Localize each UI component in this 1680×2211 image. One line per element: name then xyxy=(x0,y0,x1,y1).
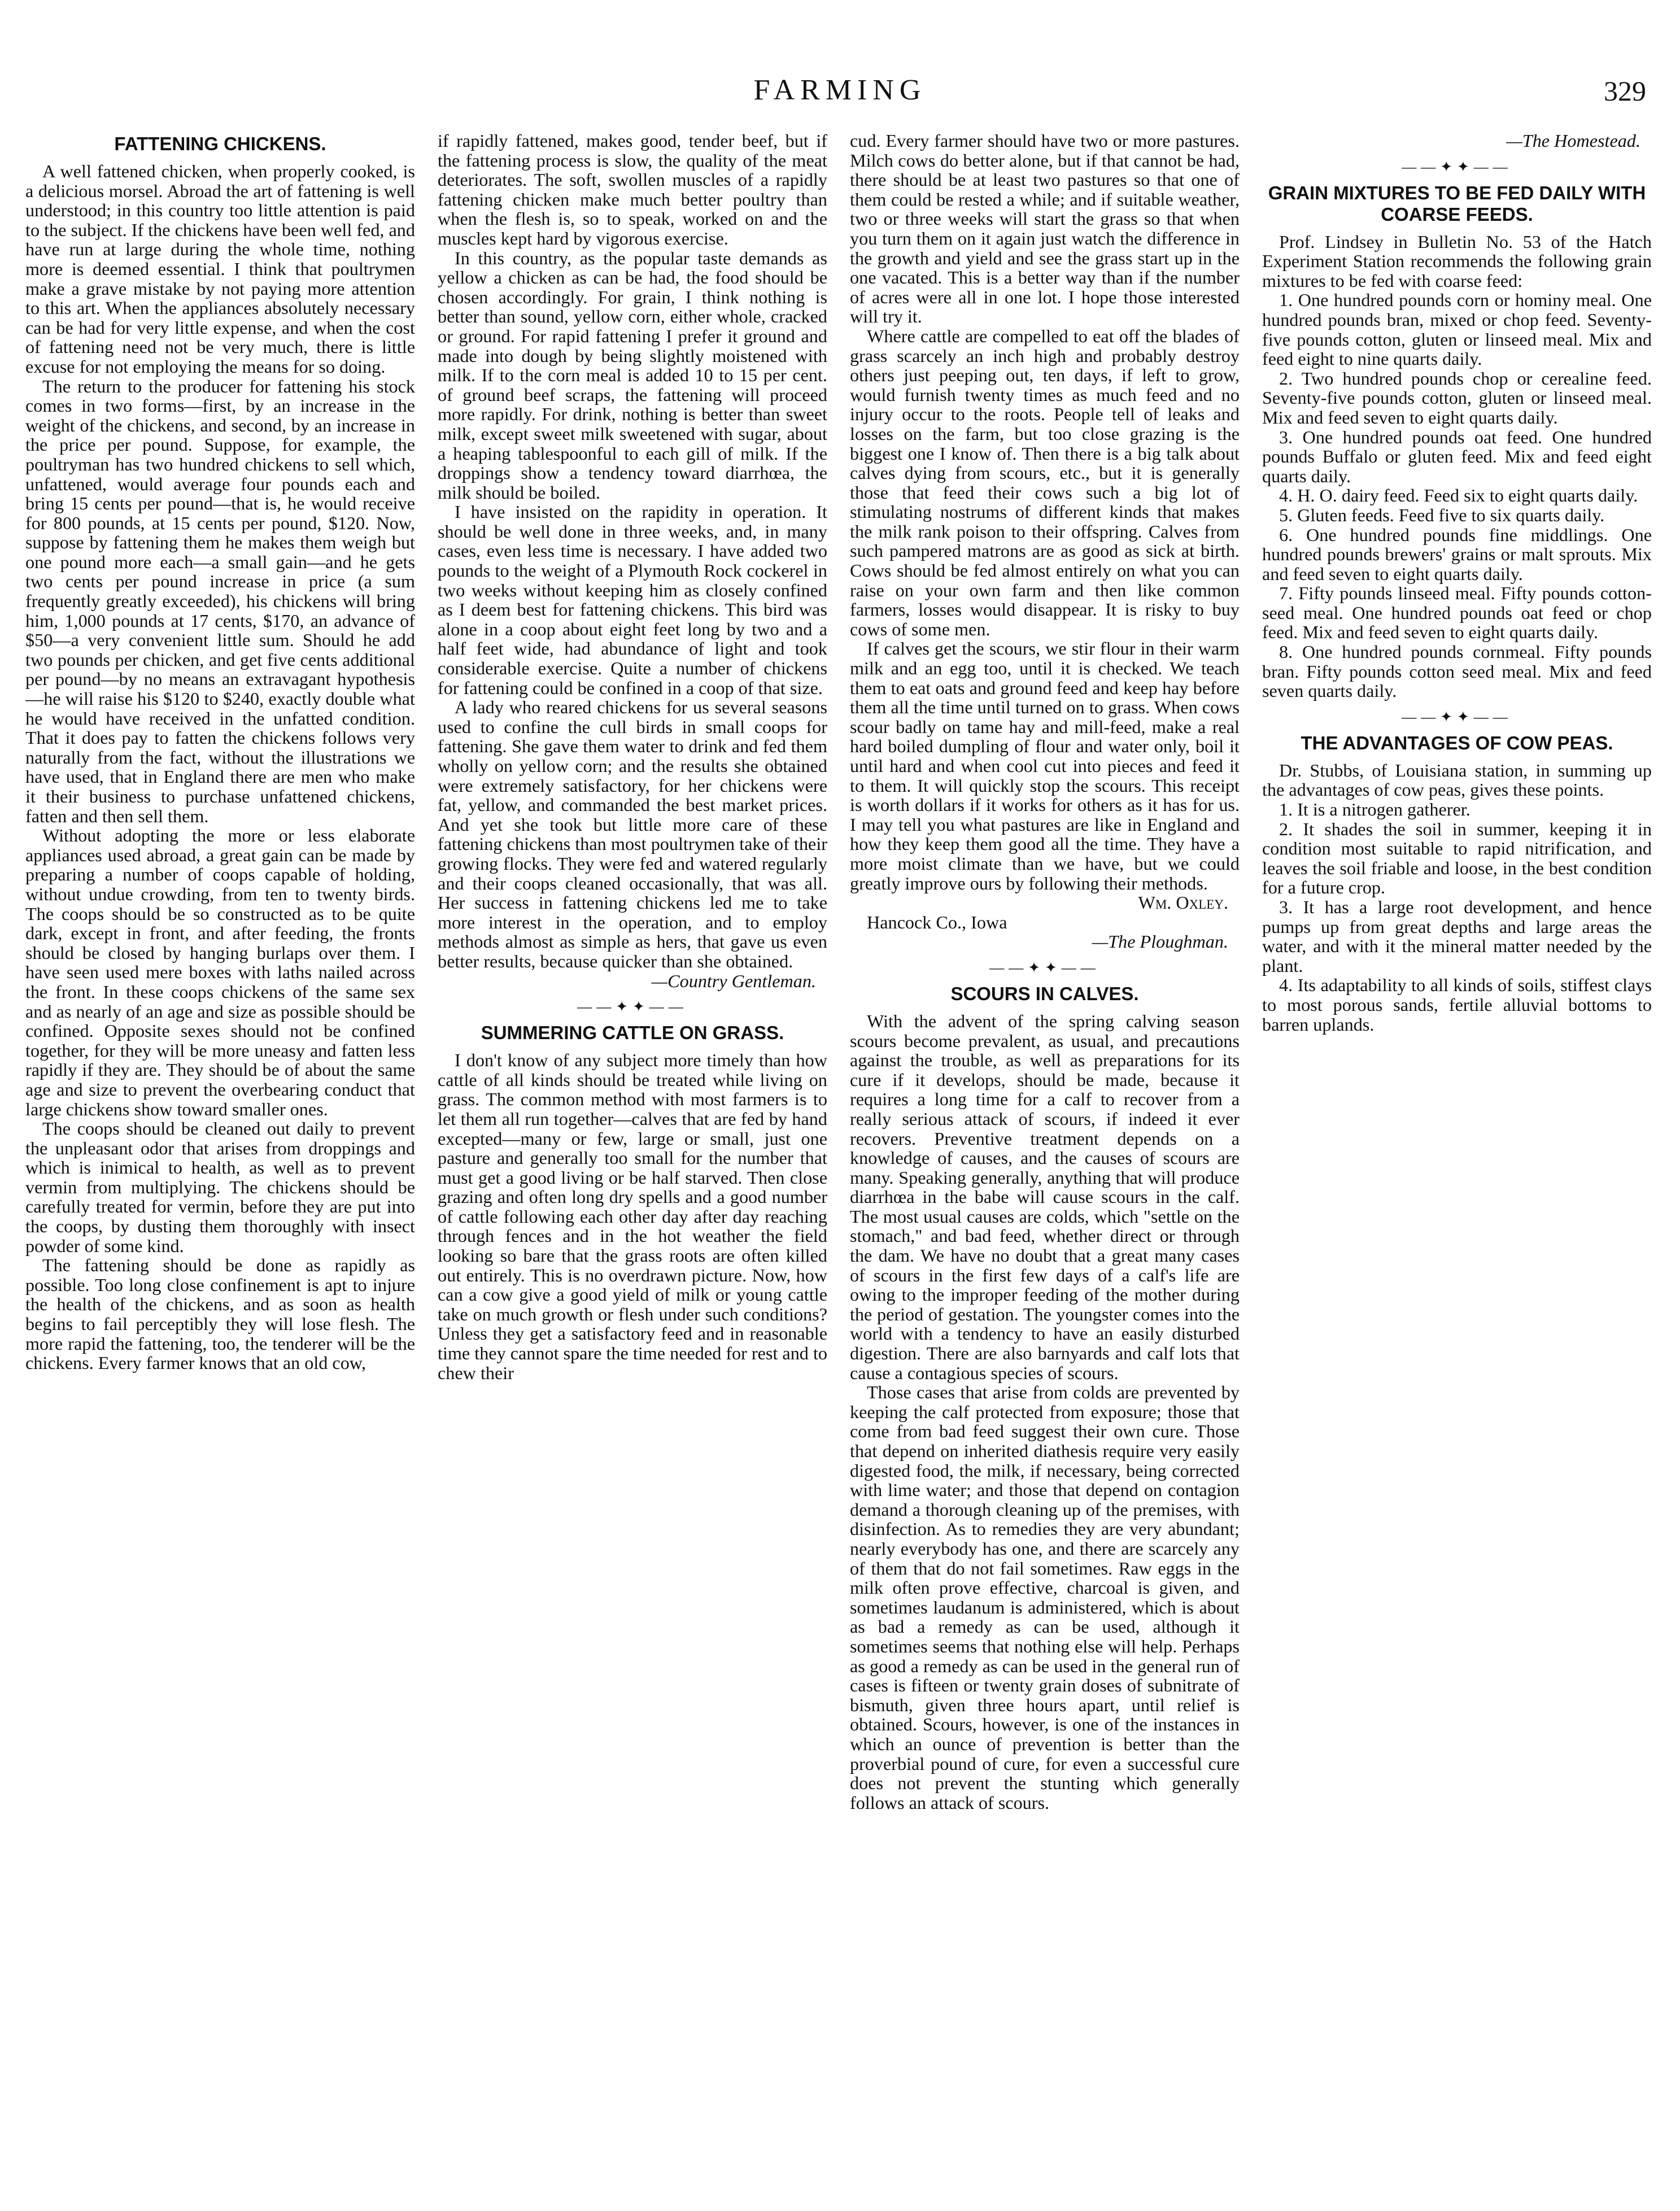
paragraph: In this country, as the popular taste demands as yellow a chicken as can be had, the food should be chosen accordingly. For grain, I think nothing is better than sound, yellow corn, either whole, cracked or ground. For rapid fattening I prefer it ground and made into dough by being slightly moistened with milk. If to the corn meal is added 10 to 15 per cent. of ground beef scraps, the fattening will proceed more rapidly. For drink, nothing is better than sweet milk, except sweet milk sweetened with sugar, about a heaping tablespoonful to each gill of milk. If the droppings show a tendency toward diarrhœa, the milk should be boiled. xyxy=(438,247,827,503)
paragraph: I don't know of any subject more timely than how cattle of all kinds should be treated while living on grass. The common method with most farmers is to let them all run together—calves that are fed by hand excepted—many or few, large or small, just one pasture and generally too small for the number that must get a good living or be half starved. Then close grazing and often long dry spells and a good number of cattle following each other day after day reaching through fences and in the hot weather the field looking so bare that the grass roots are often killed out entirely. This is no overdrawn picture. Now, how can a cow give a good yield of milk or young cattle take on much growth or flesh under such conditions? Unless they get a satisfactory feed and in reasonable time they cannot spare the time needed for rest and to chew their xyxy=(438,1050,827,1383)
article-title-scours-in-calves: SCOURS IN CALVES. xyxy=(950,983,1139,1004)
page-number: 329 xyxy=(1604,75,1646,107)
article-title-summering-cattle: SUMMERING CATTLE ON GRASS. xyxy=(481,1022,784,1044)
list-item: 2. Two hundred pounds chop or cerealine feed. Seventy-five pounds cotton, gluten or linseed meal. Mix and feed seven to eight quarts daily. xyxy=(1262,368,1652,428)
paragraph: The return to the producer for fattening his stock comes in two forms—first, by an increase in the weight of the chickens, and second, by an increase in the price per pound. Suppose, for example, the poultryman has two hundred chickens to sell which, unfattened, would average four pounds each and bring 15 cents per pound—that is, he would receive for 800 pounds, at 15 cents per pound, $120. Now, suppose by fattening them he makes them weigh but one pound more each—a small gain—and he gets two cents per pound increase in price (a sum frequently greatly exceeded), his chickens will bring him, 1,000 pounds at 17 cents, $170, an advance of $50—a very convenient little sum. Should he add two pounds per chicken, and get five cents additional per pound—by no means an extravagant hypothesis—he will raise his $120 to $240, exactly double what he would have received in the unfatted condition. That it does pay to fatten the chickens follows very naturally from the fact, without the illustrations we have used, that in England there are men who make it their business to purchase unfattened chickens, fatten and then sell them. xyxy=(25,376,415,826)
paragraph: If calves get the scours, we stir flour in their warm milk and an egg too, until it is checked. We teach them to eat oats and ground feed and keep hay before them all the time until turned on to grass. When cows scour badly on tame hay and mill-feed, make a real hard boiled dumpling of flour and water only, boil it until hard and when cool cut into pieces and feed it to them. It will quickly stop the scours. This receipt is worth dollars if it works for others as it has for us. I may tell you what pastures are like in England and how they keep them good all the time. They have a more moist climate than we have, but we could greatly improve ours by following their methods. xyxy=(850,638,1240,893)
journal-title: FARMING xyxy=(753,74,927,106)
source-credit: —The Ploughman. xyxy=(1092,931,1228,952)
paragraph: if rapidly fattened, makes good, tender beef, but if the fattening process is slow, the quality of the meat deteriorates. The soft, swollen muscles of a rapidly fattening chicken make much better poultry than when the flesh is, so to speak, worked on and the muscles kept hard by vigorous exercise. xyxy=(438,131,827,248)
column-1 xyxy=(25,131,415,2187)
section-separator: ——✦✦—— xyxy=(1402,158,1512,175)
source-credit: —Country Gentleman. xyxy=(651,970,816,991)
paragraph: Prof. Lindsey in Bulletin No. 53 of the Hatch Experiment Station recommends the following grain mixtures to be fed with coarse feed: xyxy=(1262,231,1652,291)
section-separator: ——✦✦—— xyxy=(577,998,688,1015)
list-item: 4. Its adaptability to all kinds of soils, stiffest clays to most porous sands, fertile alluvial bottoms to barren uplands. xyxy=(1262,975,1652,1035)
running-head xyxy=(0,73,1680,113)
paragraph: Those cases that arise from colds are prevented by keeping the calf protected from exposure; those that come from bad feed suggest their own cure. Those that depend on inherited diathesis require very easily digested food, the milk, if necessary, being corrected with lime water; and those that depend on contagion demand a thorough cleaning up of the premises, with disinfection. As to remedies they are very abundant; nearly everybody has one, and there are scarcely any of them that do not fail sometimes. Raw eggs in the milk often prove effective, charcoal is given, and sometimes laudanum is administered, which is about as bad a remedy as can be used, although it sometimes seems that nothing else will help. Perhaps as good a remedy as can be used in the general run of cases is fifteen or twenty grain doses of subnitrate of bismuth, given three hours apart, until relief is obtained. Scours, however, is one of the instances in which an ounce of prevention is better than the proverbial pound of cure, for even a successful cure does not prevent the stunting which generally follows an attack of scours. xyxy=(850,1382,1240,1813)
article-title-grain-mixtures: GRAIN MIXTURES TO BE FED DAILY WITH COARSE FEEDS. xyxy=(1268,182,1646,225)
paragraph: I have insisted on the rapidity in operation. It should be well done in three weeks, and, in many cases, even less time is necessary. I have added two pounds to the weight of a Plymouth Rock cockerel in two weeks without keeping him as closely confined as I deem best for fattening chickens. This bird was alone in a coop about eight feet long by two and a half feet wide, had abundance of light and took considerable exercise. Quite a number of chickens for fattening could be confined in a coop of that size. xyxy=(438,501,827,698)
paragraph: The coops should be cleaned out daily to prevent the unpleasant odor that arises from droppings and which is inimical to health, as well as to prevent vermin from multiplying. The chickens should be carefully treated for vermin, before they are put into the coops, by dusting them thoroughly with insect powder of some kind. xyxy=(25,1118,415,1256)
paragraph: Without adopting the more or less elaborate appliances used abroad, a great gain can be made by preparing a number of coops capable of holding, without undue crowding, from ten to twenty birds. The coops should be so constructed as to be quite dark, except in front, and after feeding, the fronts should be closed by hanging burlaps over them. I have seen used mere boxes with laths nailed across the front. In these coops chickens of the same sex and as nearly of an age and size as possible should be confined. Opposite sexes should not be confined together, for they will be more uneasy and fatten less rapidly if they are. They should be of about the same age and size to prevent the overbearing conduct that large chickens show toward smaller ones. xyxy=(25,825,415,1119)
source-credit: —The Homestead. xyxy=(1506,131,1640,151)
article-title-fattening-chickens: FATTENING CHICKENS. xyxy=(114,133,326,154)
list-item: 1. It is a nitrogen gatherer. xyxy=(1279,799,1470,820)
list-item: 8. One hundred pounds cornmeal. Fifty pounds bran. Fifty pounds cotton seed meal. Mix and feed seven quarts daily. xyxy=(1262,642,1652,701)
list-item: 3. One hundred pounds oat feed. One hundred pounds Buffalo or gluten feed. Mix and feed eight quarts daily. xyxy=(1262,426,1652,486)
list-item: 2. It shades the soil in summer, keeping it in condition most suitable to rapid nitrification, and leaves the soil friable and loose, in the best condition for a future crop. xyxy=(1262,818,1652,898)
section-separator: ——✦✦—— xyxy=(1402,708,1512,725)
paragraph: Dr. Stubbs, of Louisiana station, in summing up the advantages of cow peas, gives these points. xyxy=(1262,760,1652,800)
paragraph: cud. Every farmer should have two or more pastures. Milch cows do better alone, but if that cannot be had, there should be at least two pastures so that one of them could be rested a while; and if suitable weather, two or three weeks will start the grass so that when you turn them on it again just watch the difference in the growth and yield and see the grass start up in the one vacated. This is a better way than if the number of acres were all in one lot. I hope those interested will try it. xyxy=(850,131,1240,327)
paragraph: A well fattened chicken, when properly cooked, is a delicious morsel. Abroad the art of fattening is well understood; in this country too little attention is paid to the subject. If the chickens have been well fed, and have run at large during the whole time, nothing more is deemed essential. I think that poultrymen make a grave mistake by not paying more attention to this art. When the appliances absolutely necessary can be had for very little expense, and when the cost of fattening need not be very much, there is little excuse for not employing the means for so doing. xyxy=(25,161,415,377)
column-4 xyxy=(1262,131,1652,2187)
section-separator: ——✦✦—— xyxy=(989,959,1100,976)
list-item: 3. It has a large root development, and hence pumps up from great depths and large areas the water, and with it the mineral matter needed by the plant. xyxy=(1262,897,1652,976)
author-location: Hancock Co., Iowa xyxy=(867,912,1007,932)
list-item: 6. One hundred pounds fine middlings. One hundred pounds brewers' grains or malt sprouts. Mix and feed seven to eight quarts daily. xyxy=(1262,524,1652,584)
list-item: 1. One hundred pounds corn or hominy meal. One hundred pounds bran, mixed or chop feed. Seventy-five pounds cotton, gluten or linseed meal. Mix and feed eight to nine quarts daily. xyxy=(1262,290,1652,369)
list-item: 4. H. O. dairy feed. Feed six to eight quarts daily. xyxy=(1279,485,1638,506)
list-item: 7. Fifty pounds linseed meal. Fifty pounds cotton-seed meal. One hundred pounds oat feed or chop feed. Mix and feed seven to eight quarts daily. xyxy=(1262,583,1652,643)
column-3 xyxy=(850,131,1240,2187)
paragraph: A lady who reared chickens for us several seasons used to confine the cull birds in small coops for fattening. She gave them water to drink and fed them wholly on yellow corn; and the results she obtained were extremely satisfactory, for her chickens were fat, yellow, and commanded the best market prices. And yet she took but little more care of these fattening chickens than most poultrymen take of their growing flocks. They were fed and watered regularly and their coops cleaned occasionally, that was all. Her success in fattening chickens led me to take more interest in the operation, and to employ methods almost as simple as hers, that gave us even better results, because quicker than she obtained. xyxy=(438,697,827,971)
paragraph: With the advent of the spring calving season scours become prevalent, as usual, and precautions against the trouble, as well as preparations for its cure if it develops, should be made, because it requires a long time for a calf to recover from a really serious attack of scours, if indeed it ever recovers. Preventive treatment depends on a knowledge of causes, and the causes of scours are many. Speaking generally, anything that will produce diarrhœa in the babe will cause scours in the calf. The most usual causes are colds, which "settle on the stomach," and bad feed, whether direct or through the dam. We have no doubt that a great many cases of scours in the first few days of a calf's life are owing to the improper feeding of the mother during the period of gestation. The youngster comes into the world with a tendency to have an easily disturbed digestion. There are also barnyards and calf lots that cause a contagious species of scours. xyxy=(850,1010,1240,1383)
author-signature: Wm. Oxley. xyxy=(1138,892,1228,913)
paragraph: Where cattle are compelled to eat off the blades of grass scarcely an inch high and probably destroy others just peeping out, ten days, if left to grow, would furnish twenty times as much feed and no injury occur to the roots. People tell of leaks and losses on the farm, but too close grazing is the biggest one I know of. Then there is a big talk about calves dying from scours, etc., but it is generally those that feed their cows such a big lot of stimulating nostrums of different kinds that makes the milk rank poison to their offspring. Calves from such pampered matrons are as good as sick at birth. Cows should be fed almost entirely on what you can raise on your own farm and then like common farmers, losses would disappear. It is risky to buy cows of some men. xyxy=(850,325,1240,639)
article-columns xyxy=(25,131,1655,2187)
paragraph: The fattening should be done as rapidly as possible. Too long close confinement is apt to injure the health of the chickens, and as soon as health begins to fail perceptibly they will lose flesh. The more rapid the fattening, too, the tenderer will be the chickens. Every farmer knows that an old cow, xyxy=(25,1255,415,1373)
column-2 xyxy=(438,131,827,2187)
article-title-cow-peas: THE ADVANTAGES OF COW PEAS. xyxy=(1301,732,1613,753)
list-item: 5. Gluten feeds. Feed five to six quarts daily. xyxy=(1279,504,1605,525)
